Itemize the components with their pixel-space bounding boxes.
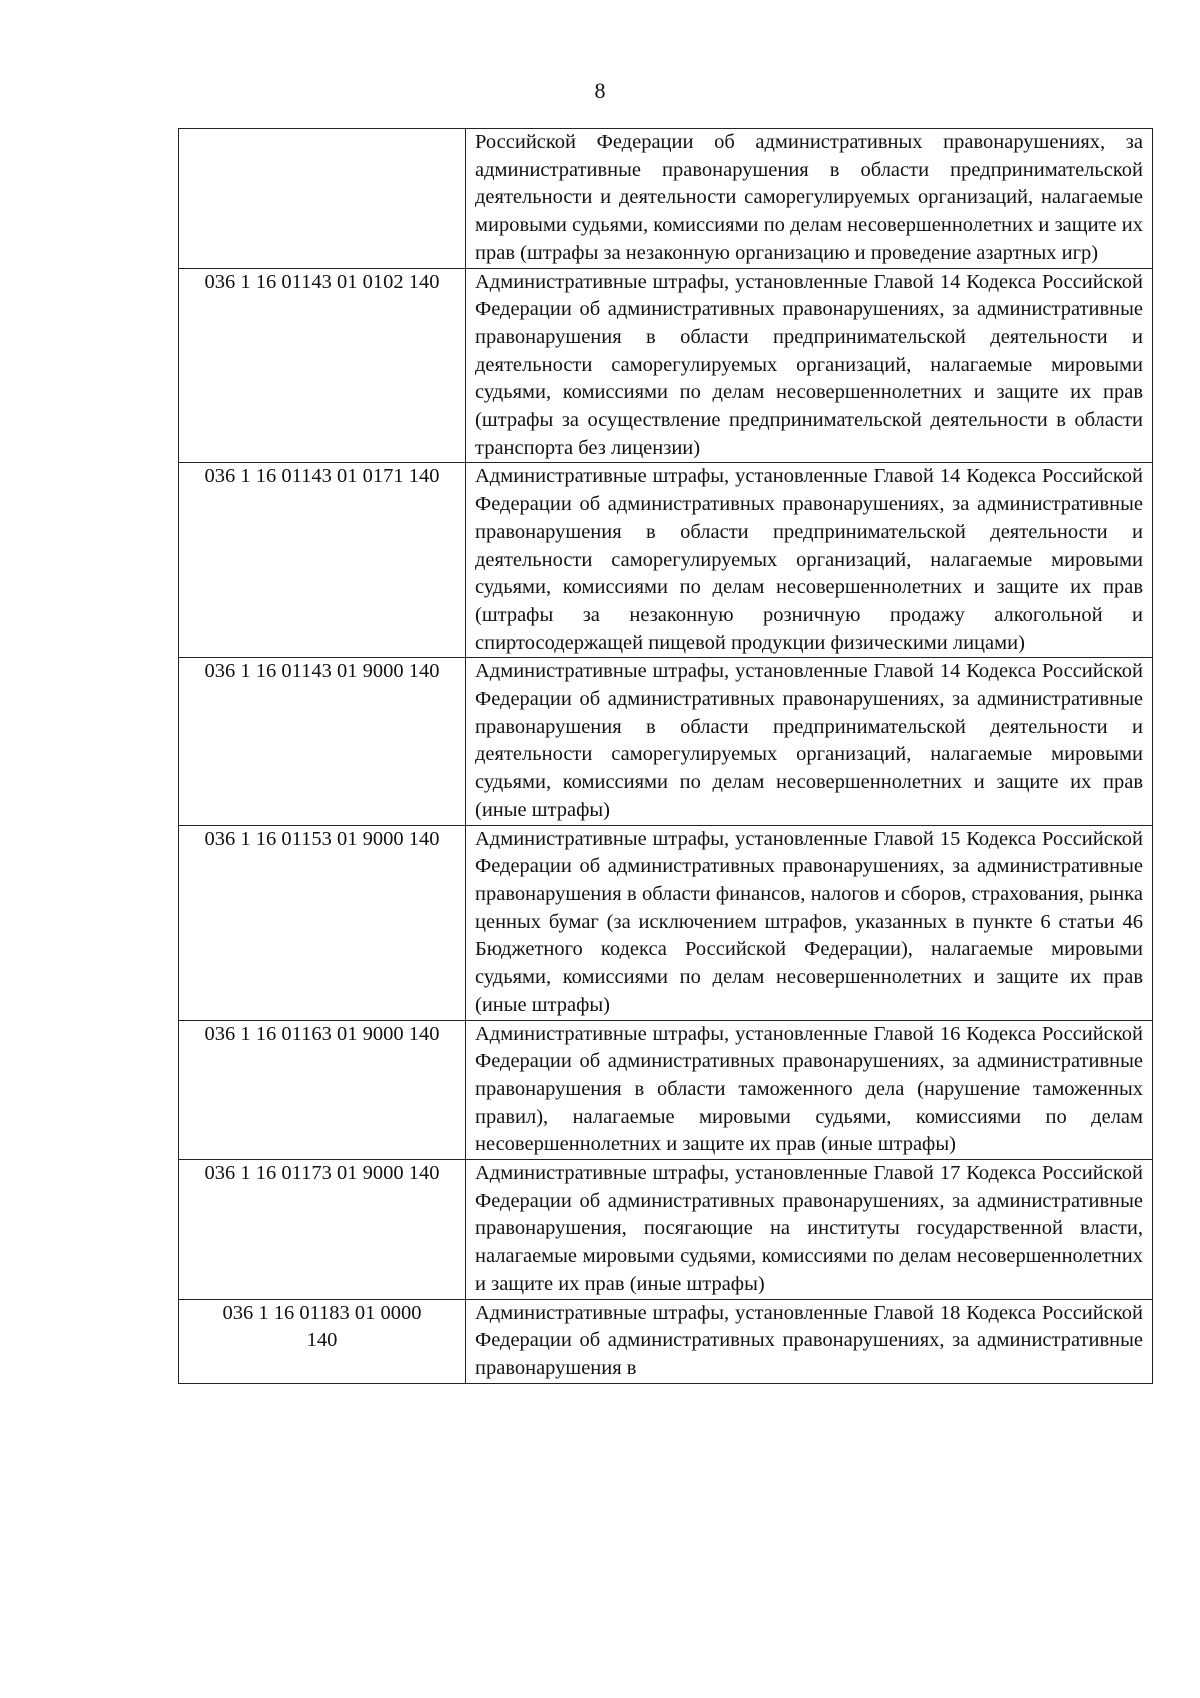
kbk-code-cell [179,129,466,269]
description-cell: Российской Федерации об административных правонарушениях, за административные правонарушения в области предпринимательской деятельности и деятельности саморегулируемых организаций, налагаемые мировыми судьями, комиссиями по делам несовершеннолетних и защите их прав (штрафы за незаконную организацию и проведение азартных игр) [466,129,1153,269]
kbk-code-cell: 036 1 16 01143 01 0171 140 [179,463,466,658]
table-row [179,1299,1153,1383]
kbk-code-cell: 036 1 16 01143 01 9000 140 [179,658,466,825]
description-cell: Административные штрафы, установленные Главой 18 Кодекса Российской Федерации об административных правонарушениях, за административные правонарушения в [466,1299,1153,1383]
description-cell: Административные штрафы, установленные Главой 15 Кодекса Российской Федерации об административных правонарушениях, за административные правонарушения в области финансов, налогов и сборов, страхования, рынка ценных бумаг (за исключением штрафов, указанных в пункте 6 статьи 46 Бюджетного кодекса Российской Федерации), налагаемые мировыми судьями, комиссиями по делам несовершеннолетних и защите их прав (иные штрафы) [466,825,1153,1020]
description-cell: Административные штрафы, установленные Главой 14 Кодекса Российской Федерации об административных правонарушениях, за административные правонарушения в области предпринимательской деятельности и деятельности саморегулируемых организаций, налагаемые мировыми судьями, комиссиями по делам несовершеннолетних и защите их прав (штрафы за осуществление предпринимательской деятельности в области транспорта без лицензии) [466,268,1153,463]
table-row [179,463,1153,658]
description-cell: Административные штрафы, установленные Главой 14 Кодекса Российской Федерации об административных правонарушениях, за административные правонарушения в области предпринимательской деятельности и деятельности саморегулируемых организаций, налагаемые мировыми судьями, комиссиями по делам несовершеннолетних и защите их прав (штрафы за незаконную розничную продажу алкогольной и спиртосодержащей пищевой продукции физическими лицами) [466,463,1153,658]
description-cell: Административные штрафы, установленные Главой 16 Кодекса Российской Федерации об административных правонарушениях, за административные правонарушения в области таможенного дела (нарушение таможенных правил), налагаемые мировыми судьями, комиссиями по делам несовершеннолетних и защите их прав (иные штрафы) [466,1020,1153,1160]
description-cell: Административные штрафы, установленные Главой 17 Кодекса Российской Федерации об административных правонарушениях, за административные правонарушения, посягающие на институты государственной власти, налагаемые мировыми судьями, комиссиями по делам несовершеннолетних и защите их прав (иные штрафы) [466,1160,1153,1300]
table-row [179,1020,1153,1160]
table-row [179,268,1153,463]
table-row [179,129,1153,269]
description-cell: Административные штрафы, установленные Главой 14 Кодекса Российской Федерации об административных правонарушениях, за административные правонарушения в области предпринимательской деятельности и деятельности саморегулируемых организаций, налагаемые мировыми судьями, комиссиями по делам несовершеннолетних и защите их прав (иные штрафы) [466,658,1153,825]
table-row [179,658,1153,825]
table-row [179,1160,1153,1300]
budget-codes-table [178,128,1153,1384]
kbk-code-cell: 036 1 16 01143 01 0102 140 [179,268,466,463]
kbk-code-cell: 036 1 16 01153 01 9000 140 [179,825,466,1020]
kbk-code-cell: 036 1 16 01173 01 9000 140 [179,1160,466,1300]
kbk-code-cell: 036 1 16 01163 01 9000 140 [179,1020,466,1160]
kbk-code-cell: 036 1 16 01183 01 0000 140 [179,1299,466,1383]
page-number: 8 [594,78,606,103]
table-row [179,825,1153,1020]
